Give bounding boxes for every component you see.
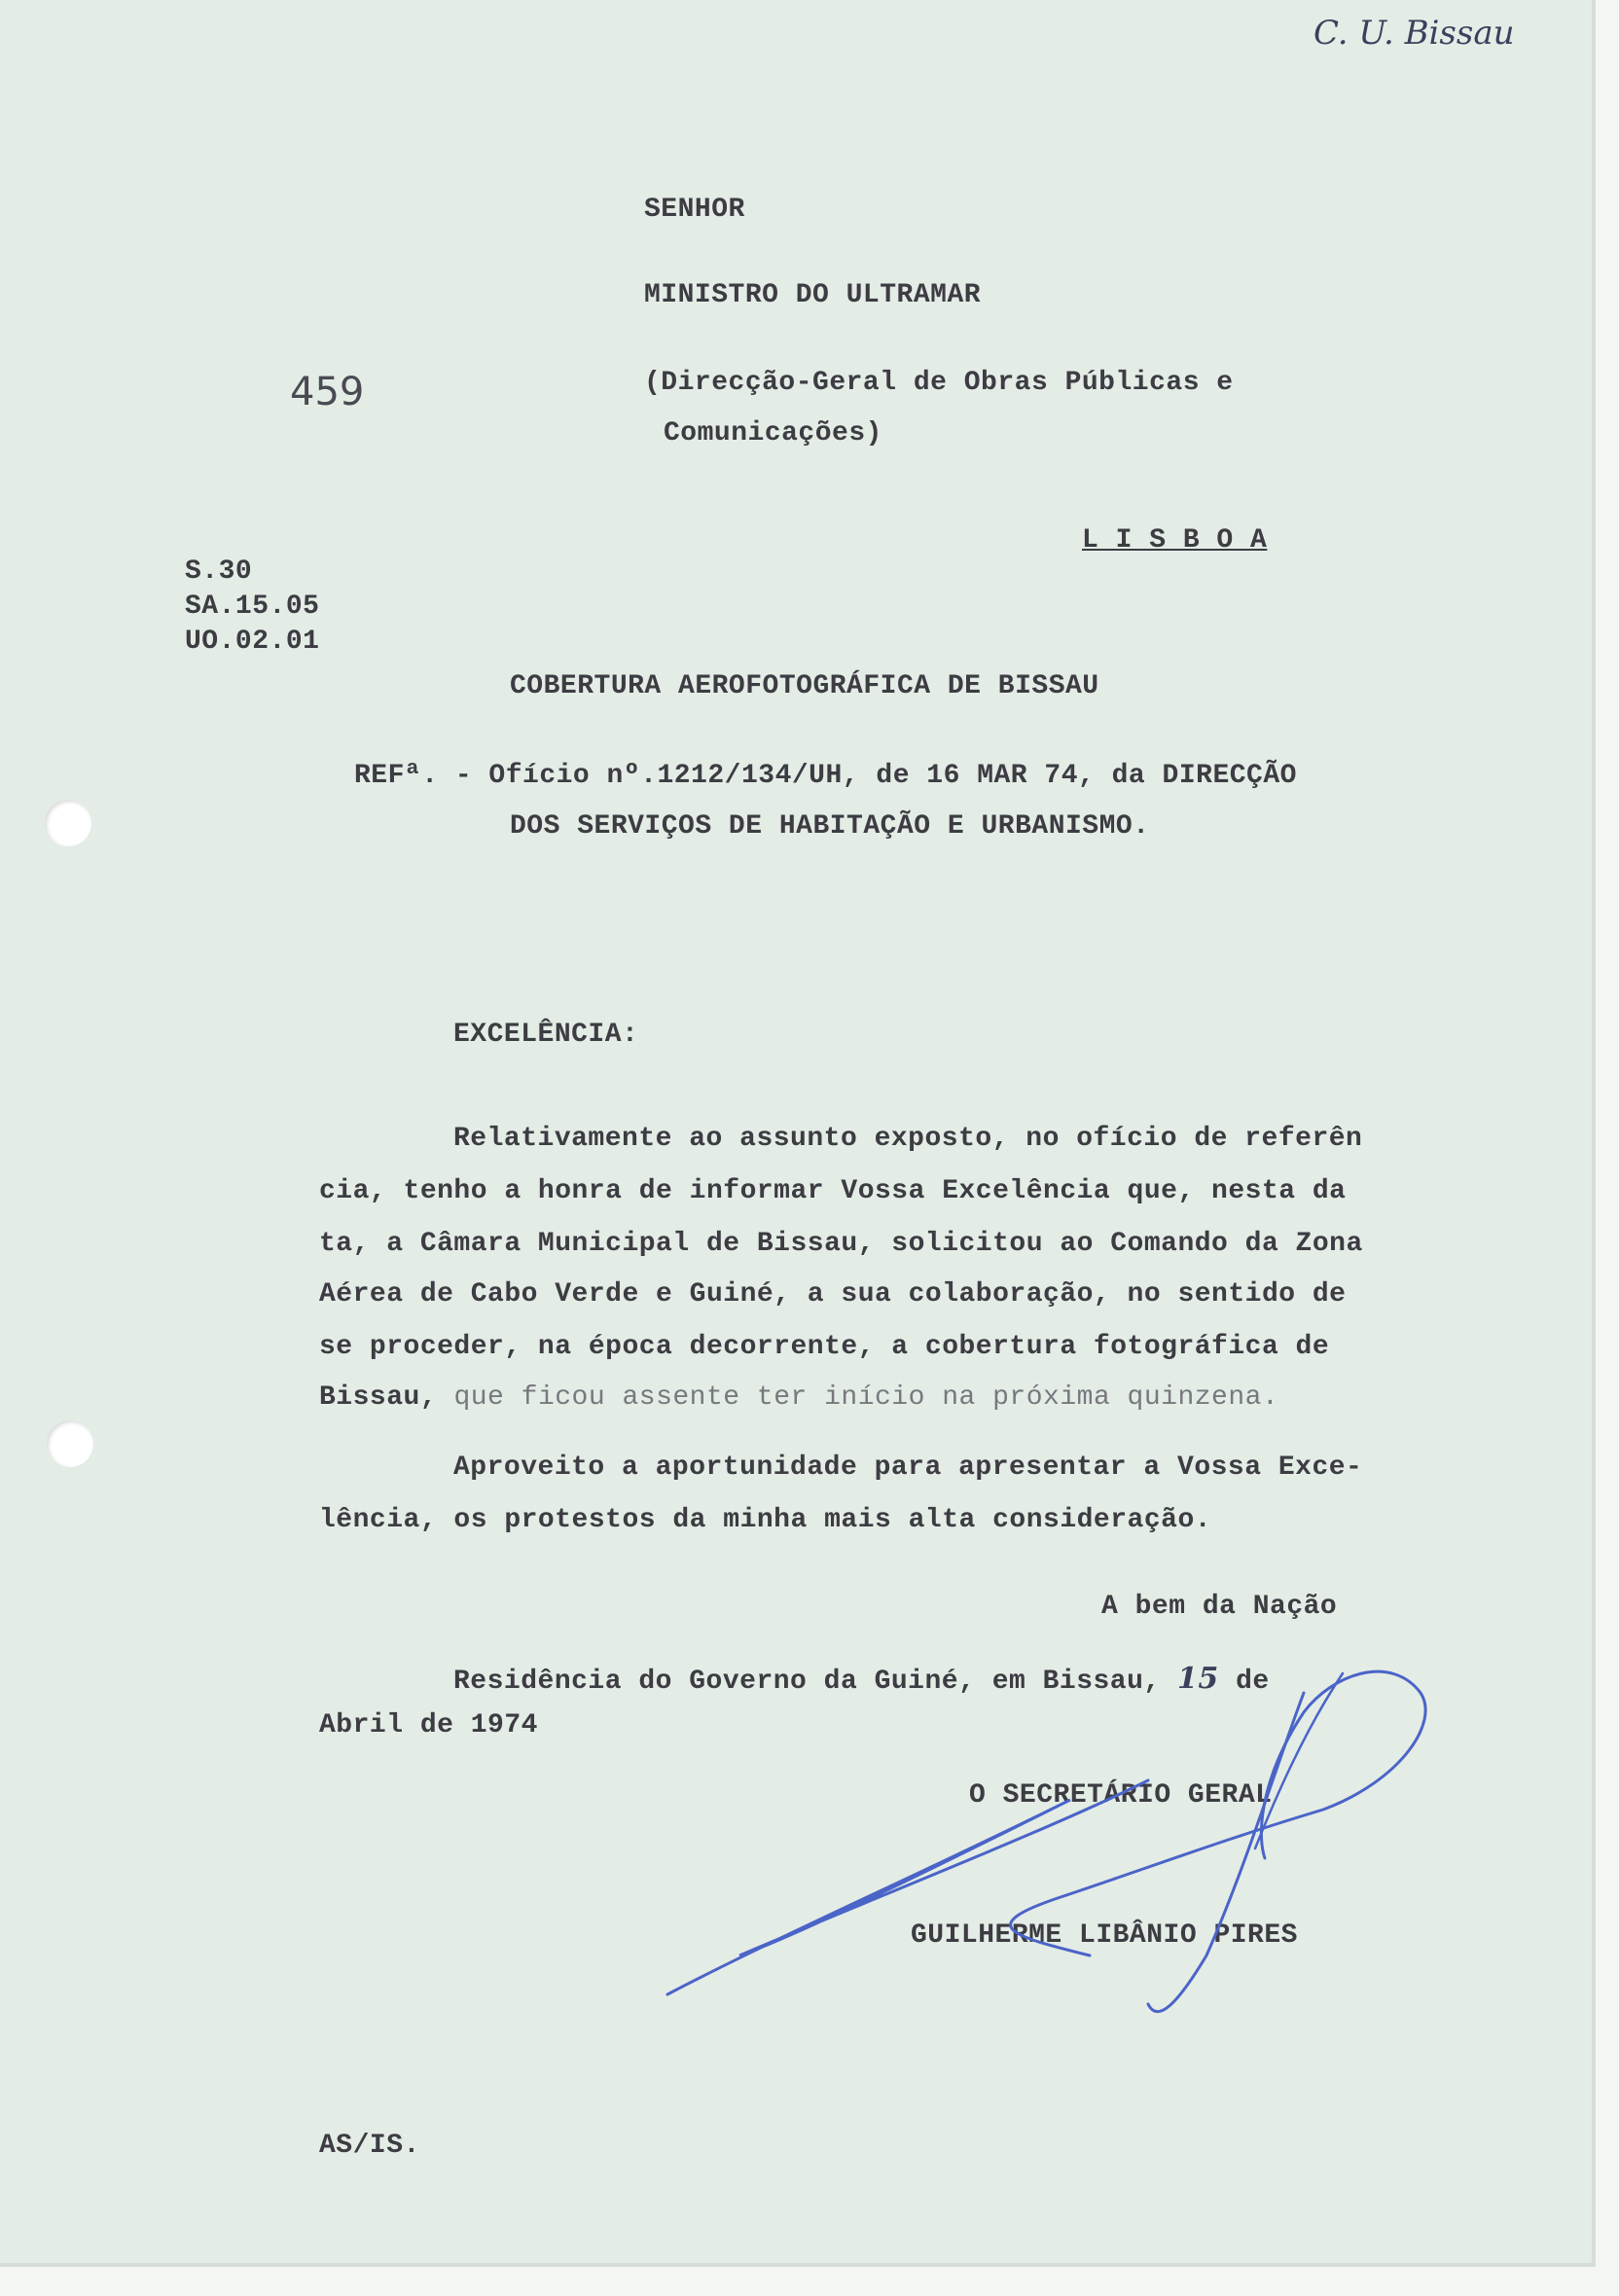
addressee-line-3: (Direcção-Geral de Obras Públicas e (644, 368, 1234, 398)
salutation: EXCELÊNCIA: (453, 1020, 639, 1050)
body-line: Relativamente ao assunto exposto, no ofício de referên (453, 1124, 1363, 1154)
body-line: lência, os protestos da minha mais alta consideração. (319, 1505, 1212, 1535)
handwritten-day: 15 (1177, 1662, 1219, 1696)
body-faint-fragment: que ficou assente ter início na próxima quinzena. (453, 1382, 1279, 1413)
place-date-end: de (1236, 1667, 1270, 1697)
punch-hole-top (45, 800, 91, 846)
body-line: cia, tenho a honra de informar Vossa Excelência que, nesta da (319, 1176, 1347, 1206)
addressee-line-1: SENHOR (644, 195, 745, 225)
subject-line: COBERTURA AEROFOTOGRÁFICA DE BISSAU (510, 671, 1099, 701)
stamped-number: 459 (290, 370, 365, 414)
body-line: ta, a Câmara Municipal de Bissau, solicitou ao Comando da Zona (319, 1229, 1363, 1259)
signatory-name: GUILHERME LIBÂNIO PIRES (911, 1920, 1298, 1951)
file-code: SA.15.05 (185, 592, 320, 622)
typist-initials: AS/IS. (319, 2131, 420, 2161)
body-bold-fragment: Bissau, (319, 1382, 438, 1413)
body-line: Aproveito a aportunidade para apresentar a Vossa Exce- (453, 1453, 1363, 1483)
body-line: se proceder, na época decorrente, a cobertura fotográfica de (319, 1332, 1330, 1362)
body-line: Aérea de Cabo Verde e Guiné, a sua colaboração, no sentido de (319, 1279, 1347, 1309)
body-line-last (319, 1372, 1278, 1424)
page-bottom-edge (0, 2267, 1619, 2296)
addressee-line-2: MINISTRO DO ULTRAMAR (644, 280, 982, 310)
place-date-text: Residência do Governo da Guiné, em Bissau, (453, 1667, 1161, 1697)
file-code: UO.02.01 (185, 627, 320, 657)
reference-line-1: REFª. - Ofício nº.1212/134/UH, de 16 MAR 74, da DIRECÇÃO (354, 761, 1297, 791)
punch-hole-bottom (47, 1420, 93, 1467)
addressee-city: L I S B O A (1082, 525, 1268, 556)
page-edge (1596, 0, 1619, 2296)
signatory-title: O SECRETÁRIO GERAL (969, 1780, 1273, 1811)
closing-formula: A bem da Nação (1101, 1592, 1338, 1622)
reference-line-2: DOS SERVIÇOS DE HABITAÇÃO E URBANISMO. (510, 811, 1150, 842)
place-date-line-1 (453, 1662, 1270, 1697)
addressee-line-4: Comunicações) (664, 418, 882, 448)
place-date-line-2: Abril de 1974 (319, 1710, 538, 1740)
file-code: S.30 (185, 556, 253, 587)
archive-annotation: C. U. Bissau (1313, 14, 1515, 53)
